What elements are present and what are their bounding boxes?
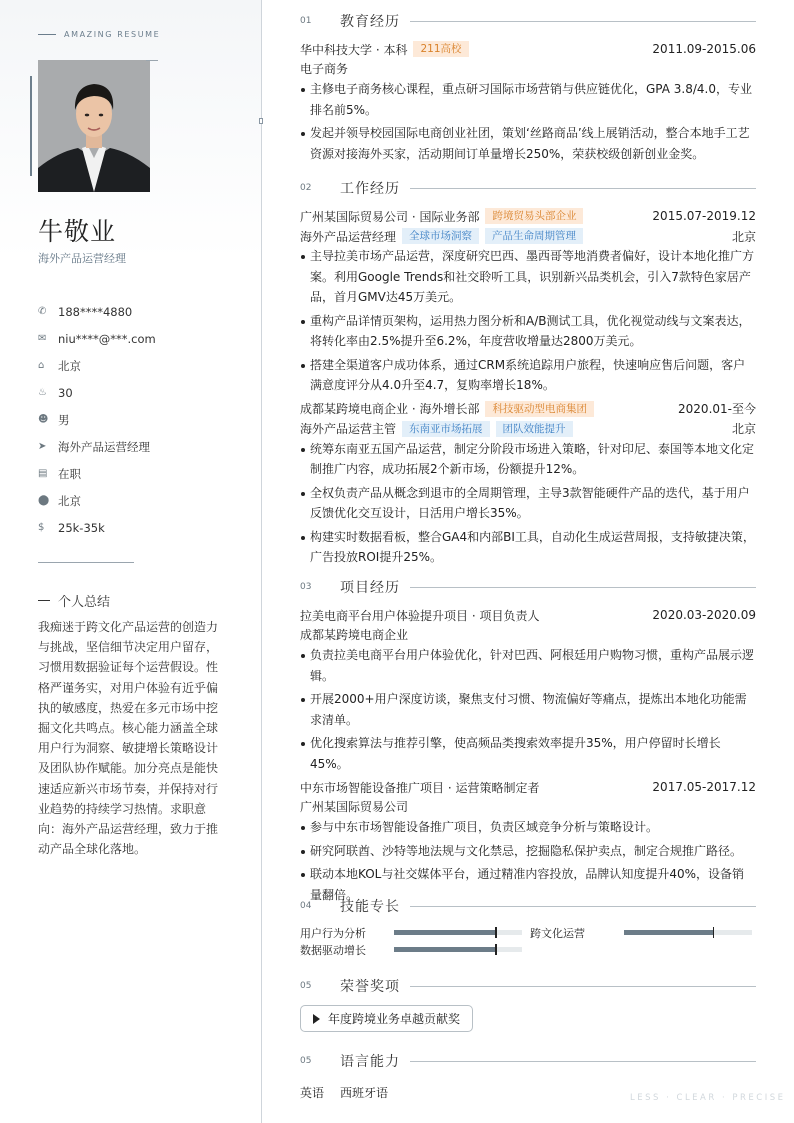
job-list <box>300 206 756 568</box>
skill-bar-marker <box>495 927 497 938</box>
language-item: 西班牙语 <box>340 1086 389 1100</box>
list-item: 重构产品详情页架构，运用热力图分析和A/B测试工具，优化视觉动线与文案表达，将转化率由2.5%提升至6.2%，年度营收增量达2800万美元。 <box>300 311 756 352</box>
brand-rule <box>38 34 56 35</box>
list-item: 主修电子商务核心课程，重点研习国际市场营销与供应链优化，GPA 3.8/4.0，专业排名前5%。 <box>300 79 756 120</box>
project-name: 拉美电商平台用户体验提升项目 · 项目负责人 <box>300 608 540 623</box>
skill-bar <box>394 930 522 935</box>
section-number: 03 <box>300 582 312 592</box>
avatar <box>38 60 150 192</box>
job-city: 北京 <box>731 422 756 436</box>
honors-header <box>300 976 756 996</box>
footer-slogan: LESS · CLEAR · PRECISE <box>630 1093 786 1103</box>
job-role-group <box>300 228 583 245</box>
cake-icon: ♨ <box>38 387 47 398</box>
list-item: 参与中东市场智能设备推广项目，负责区域竞争分析与策略设计。 <box>300 817 756 838</box>
section-title: 语言能力 <box>340 1054 400 1070</box>
project-org: 成都某跨境电商企业 <box>300 628 409 642</box>
info-text: 188****4880 <box>58 304 133 319</box>
sidebar <box>0 0 262 1123</box>
section-title: 技能专长 <box>340 899 400 915</box>
job-role-row <box>300 226 756 246</box>
info-text: 男 <box>58 412 70 427</box>
company-name: 广州某国际贸易公司 · 国际业务部 <box>300 209 480 224</box>
info-text: 30 <box>58 385 73 400</box>
info-item <box>38 325 238 352</box>
education-major <box>300 59 756 79</box>
skill-bar-fill <box>624 930 714 935</box>
education-bullets <box>300 79 756 164</box>
money-icon: $ <box>38 522 45 533</box>
projects-section <box>300 577 756 908</box>
info-text: 海外产品运营经理 <box>58 439 150 454</box>
education-row <box>300 39 756 59</box>
skills-section <box>300 896 756 958</box>
company-name: 成都某跨境电商企业 · 海外增长部 <box>300 402 480 416</box>
section-rule <box>410 986 756 987</box>
project-row <box>300 777 756 797</box>
contact-info-list <box>38 298 238 541</box>
major-name: 电子商务 <box>300 62 349 76</box>
education-header <box>300 11 756 31</box>
project-list <box>300 605 756 905</box>
profile-title: 海外产品运营经理 <box>38 252 126 265</box>
project-date: 2020.03-2020.09 <box>652 608 756 622</box>
brand-row <box>38 30 160 39</box>
smiley-icon: ☻ <box>38 414 49 425</box>
job-company-group <box>300 208 583 225</box>
summary-title: 个人总结 <box>58 595 111 610</box>
list-item: 研究阿联酋、沙特等地法规与文化禁忌，挖掘隐私保护卖点，制定合规推广路径。 <box>300 841 756 862</box>
avatar-portrait <box>38 60 150 192</box>
project-org: 广州某国际贸易公司 <box>300 800 409 814</box>
honors-section <box>300 976 756 1032</box>
skill-bar-marker <box>495 944 497 955</box>
list-item: 发起并领导校园国际电商创业社团，策划‘丝路商品’线上展销活动，整合本地手工艺资源对接海外买家，活动期间订单量增长250%，荣获校级创新创业金奖。 <box>300 123 756 164</box>
languages-header <box>300 1051 756 1071</box>
info-item <box>38 379 238 406</box>
column-divider <box>261 0 262 1123</box>
list-item: 主导拉美市场产品运营，深度研究巴西、墨西哥等地消费者偏好，设计本地化推广方案。利用Google Trends和社交聆听工具，识别新兴品类机会，引入7款特色家居产品，首月GMV达45万美元。 <box>300 246 756 308</box>
info-item <box>38 460 238 487</box>
school-tag: 211高校 <box>413 41 468 57</box>
section-number: 05 <box>300 1056 312 1066</box>
info-text: 在职 <box>58 466 81 481</box>
skill-label: 跨文化运营 <box>530 926 585 940</box>
skill-grid <box>300 924 756 958</box>
section-rule <box>410 1061 756 1062</box>
education-date: 2011.09-2015.06 <box>652 42 756 56</box>
location-pin-icon: ⬤ <box>38 495 50 506</box>
job-company-group <box>300 400 594 417</box>
skill-label: 用户行为分析 <box>300 926 366 940</box>
project-name: 中东市场智能设备推广项目 · 运营策略制定者 <box>300 780 540 795</box>
project-bullets <box>300 817 756 905</box>
section-title: 教育经历 <box>340 14 400 30</box>
job-role: 海外产品运营主管 <box>300 422 397 436</box>
skill-label: 数据驱动增长 <box>300 943 366 957</box>
list-item: 搭建全渠道客户成功体系，通过CRM系统追踪用户旅程，快速响应售后问题，客户满意度评分从4.0升至4.7，复购率增长18%。 <box>300 355 756 396</box>
divider-marker <box>259 118 263 124</box>
job-role-group <box>300 420 573 437</box>
work-section <box>300 178 756 571</box>
brand-label: AMAZING RESUME <box>64 30 161 39</box>
section-number: 02 <box>300 183 312 193</box>
info-item <box>38 514 238 541</box>
section-number: 04 <box>300 901 312 911</box>
job-city: 北京 <box>731 229 756 244</box>
section-rule <box>410 188 756 189</box>
project-date: 2017.05-2017.12 <box>652 780 756 794</box>
skills-header <box>300 896 756 916</box>
info-text: 25k-35k <box>58 520 105 535</box>
project-bullets <box>300 645 756 774</box>
job-role: 海外产品运营经理 <box>300 229 397 244</box>
job-bullets <box>300 439 756 568</box>
info-item <box>38 352 238 379</box>
phone-icon: ✆ <box>38 306 47 317</box>
section-number: 05 <box>300 981 312 991</box>
skill-bar <box>624 930 752 935</box>
info-text: 北京 <box>58 493 81 508</box>
list-item: 联动本地KOL与社交媒体平台，通过精准内容投放，品牌认知度提升40%，设备销量翻倍。 <box>300 864 756 905</box>
list-item: 开展2000+用户深度访谈，聚焦支付习惯、物流偏好等痛点，提炼出本地化功能需求清单。 <box>300 689 756 730</box>
list-item: 负责拉美电商平台用户体验优化，针对巴西、阿根廷用户购物习惯，重构产品展示逻辑。 <box>300 645 756 686</box>
section-rule <box>410 587 756 588</box>
language-item: 英语 <box>300 1086 325 1100</box>
summary-text: 我痴迷于跨文化产品运营的创造力与挑战，坚信细节决定用户留存，习惯用数据验证每个运营假设。性格严谨务实，对用户体验有近乎偏执的敏感度，热爱在多元市场中挖掘文化共鸣点。核心能力涵盖全球用户行为洞察、敏捷增长策略设计及团队协作赋能。加分亮点是能快速适应新兴市场节奏，并保持对行业趋势的持续学习热情。求职意向：海外产品运营经理，致力于推动产品全球化落地。 <box>38 620 219 857</box>
role-tag: 东南亚市场拓展 <box>402 421 490 437</box>
section-title: 荣誉奖项 <box>340 979 400 995</box>
company-tag: 科技驱动型电商集团 <box>485 401 594 417</box>
paper-plane-icon: ➤ <box>38 441 47 452</box>
job-role-row <box>300 419 756 439</box>
skill-bar-fill <box>394 947 496 952</box>
info-item <box>38 406 238 433</box>
job-company-row <box>300 206 756 226</box>
skill-item <box>300 941 530 958</box>
section-title: 项目经历 <box>340 580 400 596</box>
summary-dash <box>38 600 50 601</box>
info-item <box>38 487 238 514</box>
work-header <box>300 178 756 198</box>
info-item <box>38 433 238 460</box>
project-row <box>300 605 756 625</box>
skill-item <box>530 924 756 941</box>
education-section <box>300 11 756 167</box>
role-tag: 产品生命周期管理 <box>485 228 583 244</box>
summary-heading <box>38 591 110 610</box>
section-title: 工作经历 <box>340 181 400 197</box>
skill-bar <box>394 947 522 952</box>
section-rule <box>410 21 756 22</box>
play-icon <box>313 1014 320 1024</box>
job-date: 2020.01-至今 <box>678 402 756 416</box>
job-bullets <box>300 246 756 396</box>
list-item: 优化搜索算法与推荐引擎，使高频品类搜索效率提升35%，用户停留时长增长45%。 <box>300 733 756 774</box>
skill-bar-marker <box>713 927 715 938</box>
section-number: 01 <box>300 16 312 26</box>
home-icon: ⌂ <box>38 360 45 371</box>
list-item: 统筹东南亚五国产品运营，制定分阶段市场进入策略，针对印尼、泰国等本地文化定制推广内容，成功拓展2个新市场，份额提升12%。 <box>300 439 756 480</box>
role-tag: 团队效能提升 <box>496 421 573 437</box>
skill-bar-fill <box>394 930 496 935</box>
briefcase-icon: ▤ <box>38 468 48 479</box>
info-divider <box>38 562 134 563</box>
list-item: 全权负责产品从概念到退市的全周期管理，主导3款智能硬件产品的迭代，基于用户反馈优化交互设计，日活用户增长35%。 <box>300 483 756 524</box>
school-name: 华中科技大学 · 本科 <box>300 42 408 57</box>
honor-label: 年度跨境业务卓越贡献奖 <box>328 1012 461 1026</box>
profile-name: 牛敬业 <box>38 217 117 246</box>
photo-accent-bar <box>30 76 32 176</box>
job-date: 2015.07-2019.12 <box>652 209 756 223</box>
role-tag: 全球市场洞察 <box>402 228 479 244</box>
skill-item <box>300 924 530 941</box>
info-text: niu****@***.com <box>58 331 156 346</box>
company-tag: 跨境贸易头部企业 <box>485 208 583 224</box>
honor-item[interactable] <box>300 1005 473 1032</box>
info-item <box>38 298 238 325</box>
info-text: 北京 <box>58 358 81 373</box>
mail-icon: ✉ <box>38 333 47 344</box>
section-rule <box>410 906 756 907</box>
photo-corner-rule <box>146 60 158 61</box>
job-company-row <box>300 399 756 419</box>
projects-header <box>300 577 756 597</box>
list-item: 构建实时数据看板，整合GA4和内部BI工具，自动化生成运营周报，支持敏捷决策，广告投放ROI提升25%。 <box>300 527 756 568</box>
